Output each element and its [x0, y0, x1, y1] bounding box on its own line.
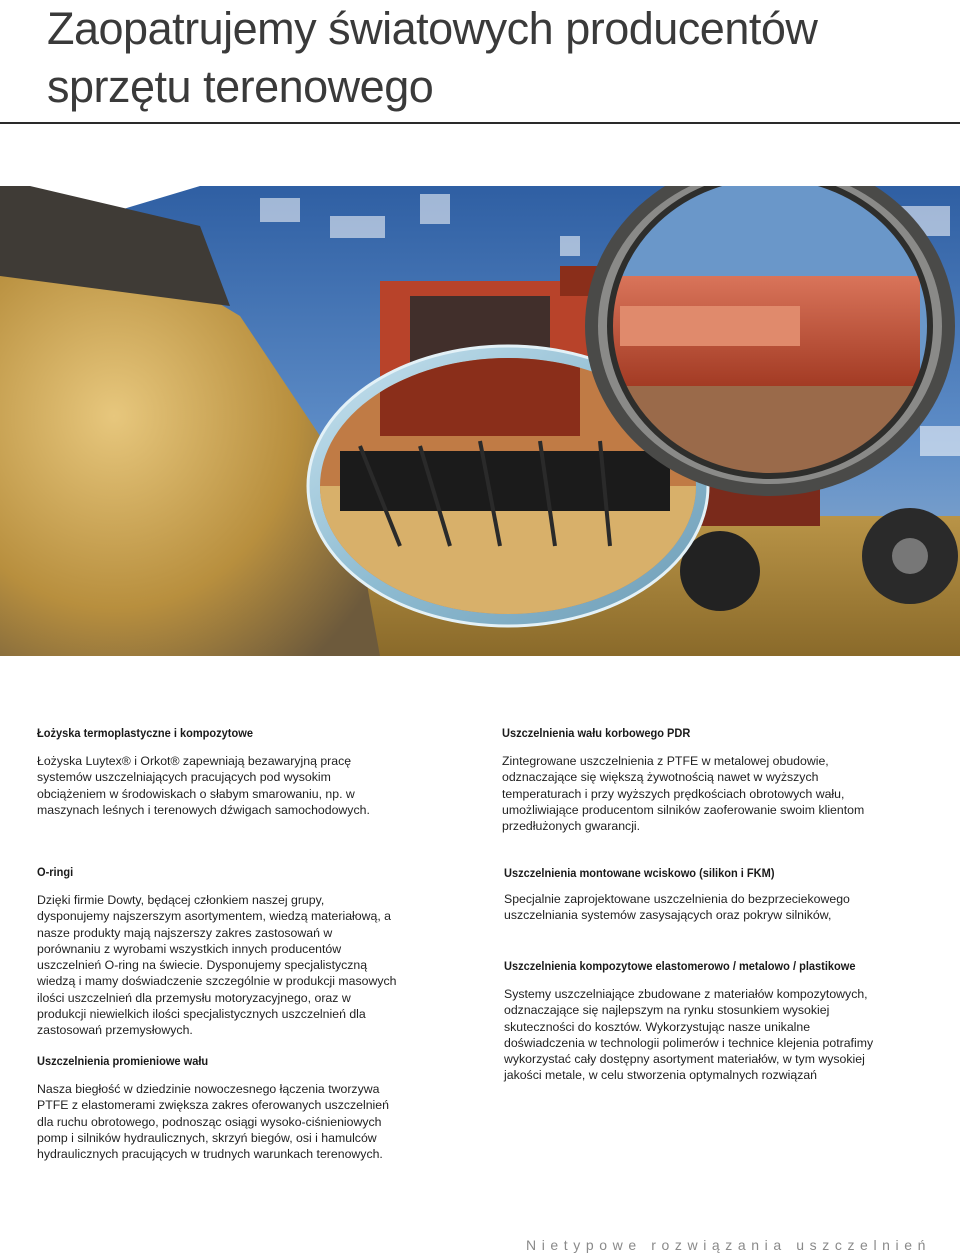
section-radial	[37, 1054, 397, 1162]
section-heading: Uszczelnienia promieniowe wału	[37, 1054, 209, 1068]
section-heading: Uszczelnienia kompozytowe elastomerowo / metalowo / plastikowe	[504, 959, 856, 973]
page-title	[47, 0, 937, 116]
section-orings	[37, 865, 397, 1039]
footer-tagline: Nietypowe rozwiązania uszczelnień	[526, 1237, 932, 1253]
page-title-line-2: sprzętu terenowego	[47, 61, 434, 112]
section-body: Zintegrowane uszczelnienia z PTFE w metalowej obudowie, odznaczające się większą żywotnością nawet w wyższych temperaturach i przy wyższych prędkościach obrotowych wału, umożliwiające producentom silników zaoferowanie swoim klientom przedłużonych gwarancji.	[502, 754, 865, 834]
section-heading: Łożyska termoplastyczne i kompozytowe	[37, 726, 253, 740]
title-divider	[0, 122, 960, 124]
section-body: Specjalnie zaprojektowane uszczelnienia do bezprzeciekowego uszczelniania systemów zasysających oraz pokryw silników,	[504, 892, 850, 923]
section-heading: O-ringi	[37, 865, 74, 879]
section-pressfit	[504, 866, 864, 924]
section-composite	[504, 959, 889, 1084]
section-body: Nasza biegłość w dziedzinie nowoczesnego łączenia tworzywa PTFE z elastomerami zwiększa zakres oferowanych uszczelnień dla ruchu obrotowego, podnosząc osiągi wysoko-ciśnieniowych pomp i silników hydraulicznych, skrzyń biegów, osi i hamulców hydraulicznych pracujących w trudnych warunkach terenowych.	[37, 1082, 389, 1162]
section-body: Systemy uszczelniające zbudowane z materiałów kompozytowych, odznaczające się najlepszym na rynku stosunkiem wysokiej skuteczności do kosztów. Wykorzystując nasze unikalne doświadczenia w technologii polimerów i technice klejenia potrafimy wykorzystać cały dostępny asortyment materiałów, w tym wysokiej jakości metale, w celu stworzenia optymalnych rozwiązań	[504, 987, 874, 1083]
section-pdr	[502, 726, 872, 834]
section-body: Dzięki firmie Dowty, będącej członkiem naszej grupy, dysponujemy najszerszym asortymentem, wiedzą materiałową, a nasze produkty mają najszerszy zakres zastosowań w porównaniu z wyrobami wszystkich innych producentów uszczelnień O-ring na świecie. Dysponujemy specjalistyczną wiedzą i mamy doświadczenie szczególnie w produkcji masowych ilości uszczelnień dla przemysłu motoryzacyjnego, oraz w produkcji niewielkich ilości specjalistycznych uszczelnień dla zastosowań przemysłowych.	[37, 893, 397, 1038]
hero-image-harvester-with-seals	[0, 186, 960, 656]
section-heading: Uszczelnienia montowane wciskowo (silikon i FKM)	[504, 866, 775, 880]
section-heading: Uszczelnienia wału korbowego PDR	[502, 726, 691, 740]
section-body: Łożyska Luytex® i Orkot® zapewniają bezawaryjną pracę systemów uszczelniających pracujących pod wysokim obciążeniem w środowiskach o słabym smarowaniu, np. w maszynach leśnych i terenowych dźwigach samochodowych.	[37, 754, 370, 817]
page-title-line-1: Zaopatrujemy światowych producentów	[47, 3, 818, 54]
section-bearings	[37, 726, 397, 818]
